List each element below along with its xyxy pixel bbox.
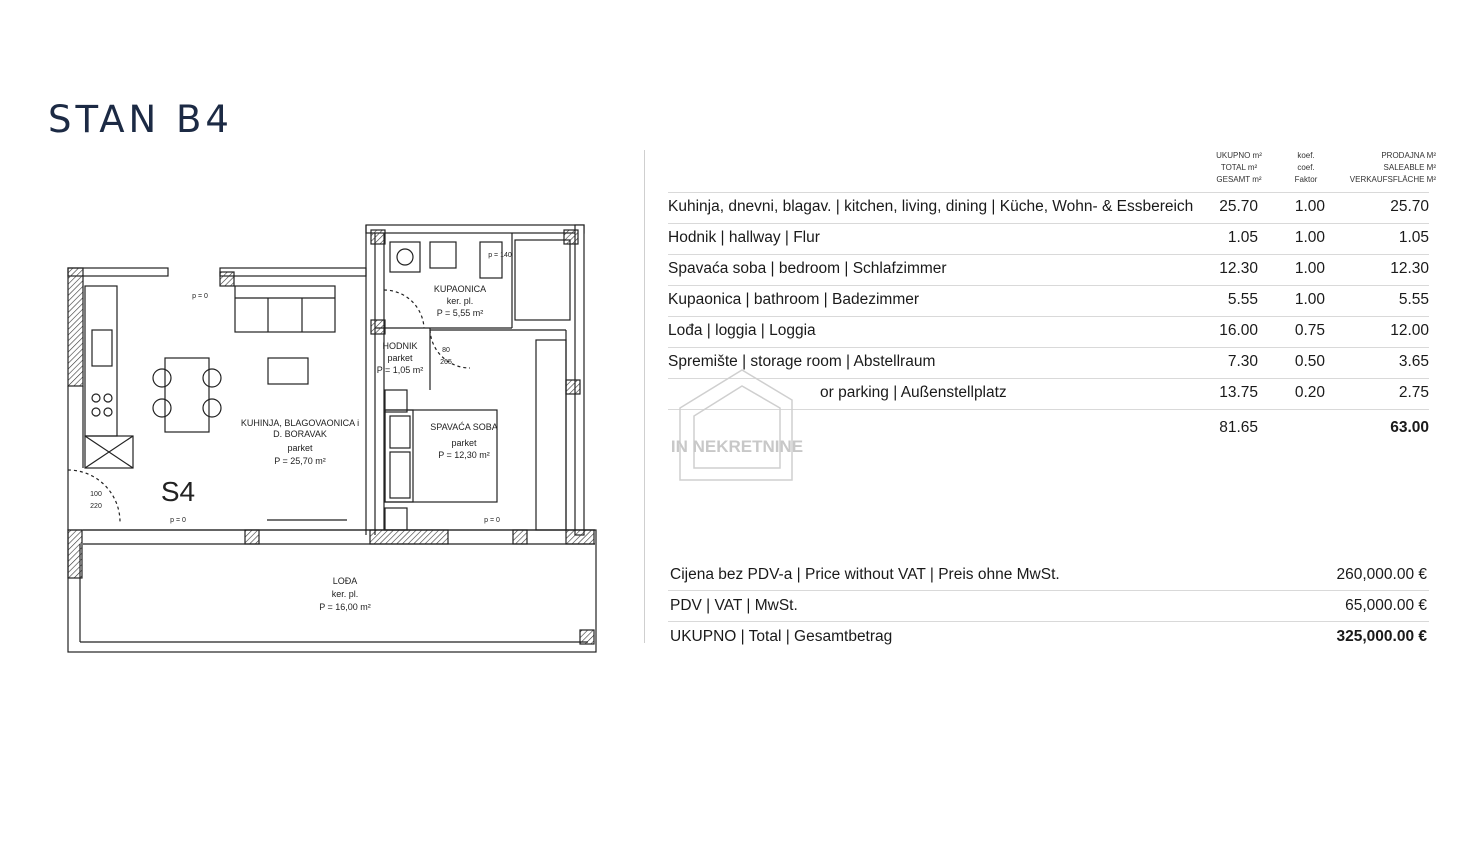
room-bathroom-floor: ker. pl.	[446, 296, 474, 306]
table-row: Lođa | loggia | Loggia 16.00 0.75 12.00	[668, 316, 1429, 347]
room-bathroom-label: KUPAONICA	[433, 284, 487, 294]
price-total-row: UKUPNO | Total | Gesamtbetrag 325,000.00 €	[670, 628, 1427, 645]
dim-220: 220	[90, 503, 102, 510]
dim-p0-a: p = 0	[192, 293, 208, 300]
watermark-text: IN NEKRETNINE	[670, 437, 804, 456]
price-row: Cijena bez PDV-a | Price without VAT | Preis ohne MwSt. 260,000.00 €	[668, 560, 1429, 591]
table-row: Spavaća soba | bedroom | Schlafzimmer 12.30 1.00 12.30	[668, 254, 1429, 285]
dim-265: 265	[440, 359, 452, 366]
dim-p0-b: p = 0	[170, 517, 186, 524]
table-row: or parking | Außenstellplatz 13.75 0.20 2.75	[668, 378, 1429, 409]
sum-total: 81.65	[1219, 419, 1258, 436]
watermark-logo	[652, 368, 822, 488]
price-table	[668, 560, 1429, 652]
dim-p0-c: p = 0	[484, 517, 500, 524]
room-kitchen-floor: parket	[287, 443, 313, 453]
table-row: Kuhinja, dnevni, blagav. | kitchen, living, dining | Küche, Wohn- & Essbereich 25.70 1.00 25.70	[668, 192, 1429, 223]
header-total: UKUPNO m² TOTAL m² GESAMT m²	[1216, 151, 1262, 184]
room-hall-label: HODNIK	[382, 341, 418, 351]
header-coef: koef. coef. Faktor	[1294, 151, 1318, 184]
dim-100: 100	[90, 491, 102, 498]
room-kitchen-area: P = 25,70 m²	[274, 456, 326, 466]
page-title: STAN B4	[48, 98, 233, 141]
dim-p140: p = 140	[488, 252, 512, 259]
divider	[644, 150, 645, 643]
room-loggia-area: P = 16,00 m²	[319, 602, 371, 612]
sum-saleable: 63.00	[1390, 419, 1429, 436]
room-bedroom-floor: parket	[451, 438, 477, 448]
room-hall-area: P = 1,05 m²	[376, 365, 424, 375]
table-row: Spremište | storage room | Abstellraum 7.30 0.50 3.65	[668, 347, 1429, 378]
floor-plan	[60, 190, 605, 660]
room-loggia-label: LOĐA	[332, 576, 358, 586]
dim-80: 80	[442, 347, 450, 354]
room-bathroom-area: P = 5,55 m²	[436, 308, 484, 318]
price-row: PDV | VAT | MwSt. 65,000.00 €	[668, 591, 1429, 622]
room-bedroom-area: P = 12,30 m²	[438, 450, 490, 460]
room-loggia-floor: ker. pl.	[331, 589, 359, 599]
room-kitchen-label: KUHINJA, BLAGOVAONICA i	[240, 418, 360, 428]
room-hall-floor: parket	[387, 353, 413, 363]
room-bedroom-label: SPAVAĆA SOBA	[430, 422, 498, 432]
table-row: Kupaonica | bathroom | Badezimmer 5.55 1.00 5.55	[668, 285, 1429, 316]
unit-label: S4	[160, 476, 196, 507]
room-kitchen-label2: D. BORAVAK	[273, 429, 327, 439]
header-saleable: PRODAJNA M² SALEABLE M² VERKAUFSFLÄCHE M²	[1349, 151, 1436, 184]
table-row: Hodnik | hallway | Flur 1.05 1.00 1.05	[668, 223, 1429, 254]
